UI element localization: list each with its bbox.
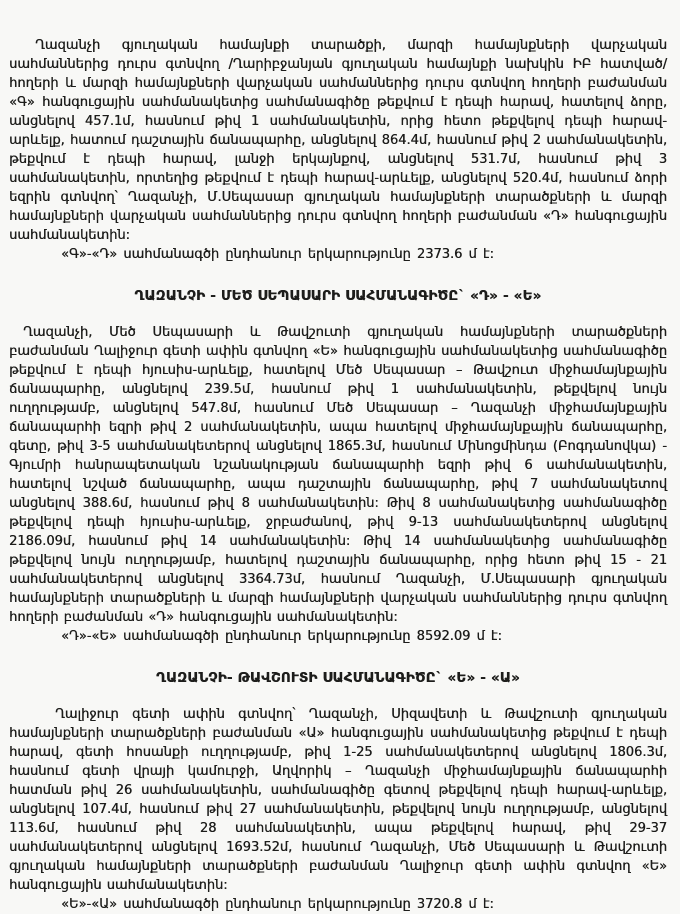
boundary-paragraph-d-e: Ղազանչի, Մեծ Սեպասարի և Թավշուտի գյուղական համայնքների տարածքների բաժանման Ղալիջուր գետի ափին գտնվող «Ե» հանգուցային սահմանակետից սահմանագիծը թեքվում է դեպի հյուսիս-արևելք, հատելով Մեծ Սեպասար – Թավշուտ միջհամայնքային ճանապարհը, անցնելով 239.5մ, հասնում թիվ 1 սահմանակետին, թեքվելով նույն ուղղությամբ, անցնելով 547.8մ, հասնում Մեծ Սեպասար – Ղազանչի միջհամայնքային ճանապարհի եզրի թիվ 2 սահմանակետին, ապա հատելով միջհամայնքային ճանապարհը, գետը, թիվ 3-5 սահմանակետերով անցնելով 1865.3մ, հասնում Մինոցմինդա (Բոգդանովկա) - Գյումրի հանրապետական նշանակության ճանապարհի եզրի թիվ 6 սահմանակետին, հատելով նշված ճանապարհը, ապա դաշտային ճանապարհը, թիվ 7 սահմանակետով անցնելով 388.6մ, հասնում թիվ 8 սահմանակետին: Թիվ 8 սահմանակետից սահմանագիծը թեքվելով դեպի հյուսիս-արևելք, ջրբաժանով, թիվ 9-13 սահմանակետերով անցնելով 2186.09մ, հասնում թիվ 14 սահմանակետին: Թիվ 14 սահմանակետից սահմանագիծը թեքվելով նույն ուղղությամբ, հատելով դաշտային ճանապարհը, որից հետո թիվ 15 - 21 սահմանակետերով անցնելով 3364.73մ, հասնում Ղազանչի, Մ.Սեպասարի գյուղական համայնքների տարածքների և մարզի համայնքների վարչական սահմաններից դուրս գտնվող հողերի բաժանման «Դ» հանգուցային սահմանակետին:	[9, 325, 667, 625]
boundary-paragraph-g-d: Ղազանչի գյուղական համայնքի տարածքի, մարզի համայնքների վարչական սահմաններից դուրս գտնվող /Ղարիբջանյան գյուղական համայնքի նախկին ԻԲ հատված/ հողերի և մարզի համայնքների վարչական սահմաններից դուրս գտնվող հողերի բաժանման «Գ» հանգուցային սահմանակետից սահմանագիծը թեքվում է դեպի հարավ, հատելով ձորը, անցնելով 457.1մ, հասնում թիվ 1 սահմանակետին, որից հետո թեքվելով դեպի հարավ-արևելք, հատում դաշտային ճանապարհը, անցնելով 864.4մ, հասնում թիվ 2 սահմանակետին, թեքվում է դեպի հարավ, լանջի երկայնքով, անցնելով 531.7մ, հասնում թիվ 3 սահմանակետին, որտեղից թեքվում է դեպի հարավ-արևելք, անցնելով 520.4մ, հասնում ձորի եզրին գտնվող՝ Ղազանչի, Մ.Սեպասար գյուղական համայնքների տարածքների և մարզի համայնքների վարչական սահմաններից դուրս գտնվող հողերի բաժանման «Դ» հանգուցային սահմանակետին:	[9, 38, 667, 243]
section-heading-ghazanchi-tavshut: ՂԱԶԱՆՉԻ- ԹԱՎՇՈՒՏԻ ՍԱՀՄԱՆԱԳԻԾԸ` «Ե» - «Ա»	[156, 670, 520, 686]
boundary-paragraph-e-a: Ղալիջուր գետի ափին գտնվող՝ Ղազանչի, Սիզավետի և Թավշուտի գյուղական համայնքների տարածքների բաժանման «Ա» հանգուցային սահմանակետից թեքվում է դեպի հարավ, գետի հոսանքի ուղղությամբ, թիվ 1-25 սահմանակետերով անցնելով 1806.3մ, հասնում գետի վրայի կամուրջի, Աղվորիկ – Ղազանչի միջհամայնքային ճանապարհի հատման թիվ 26 սահմանակետին, սահմանագիծը գետով թեքվելով դեպի հարավ-արևելք, անցնելով 107.4մ, հասնում թիվ 27 սահմանակետին, թեքվելով նույն ուղղությամբ, անցնելով 113.6մ, հասնում թիվ 28 սահմանակետին, ապա թեքվելով հարավ, թիվ 29-37 սահմանակետերով անցնելով 1693.52մ, հասնում Ղազանչի, Մեծ Սեպասարի և Թավշուտի գյուղական համայնքների տարածքների բաժանման Ղալիջուր գետի ափին գտնվող «Ե» հանգուցային սահմանակետին:	[9, 707, 667, 893]
boundary-length-summary-g-d: «Գ»-«Դ» սահմանագծի ընդհանուր երկարությունը 2373.6 մ է:	[61, 247, 494, 262]
boundary-length-summary-d-e: «Դ»-«Ե» սահմանագծի ընդհանուր երկարությունը 8592.09 մ է:	[61, 629, 502, 644]
section-heading-ghazanchi-mets-sepasar: ՂԱԶԱՆՉԻ - ՄԵԾ ՍԵՊԱՍԱՐԻ ՍԱՀՄԱՆԱԳԻԾԸ` «Դ» - «Ե»	[134, 288, 542, 304]
boundary-length-summary-e-a: «Ե»-«Ա» սահմանագծի ընդհանուր երկարությունը 3720.8 մ է:	[61, 897, 494, 912]
